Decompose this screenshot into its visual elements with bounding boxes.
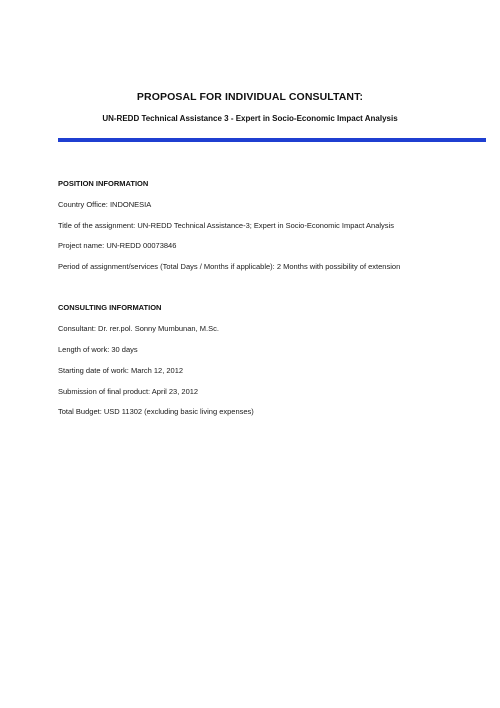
length-of-work-line: Length of work: 30 days [58, 345, 138, 354]
final-product-submission-line: Submission of final product: April 23, 2012 [58, 387, 199, 396]
position-information-heading: POSITION INFORMATION [58, 179, 149, 188]
assignment-title-line: Title of the assignment: UN-REDD Technical Assistance-3; Expert in Socio-Economic Impact Analysis [58, 221, 394, 230]
consultant-line: Consultant: Dr. rer.pol. Sonny Mumbunan, M.Sc. [58, 324, 219, 333]
project-name-line: Project name: UN-REDD 00073846 [58, 241, 177, 250]
country-office-line: Country Office: INDONESIA [58, 200, 152, 209]
title-divider [58, 138, 486, 142]
document-subtitle: UN-REDD Technical Assistance 3 - Expert in Socio-Economic Impact Analysis [102, 114, 398, 123]
document-title: PROPOSAL FOR INDIVIDUAL CONSULTANT: [136, 91, 364, 103]
consulting-information-heading: CONSULTING INFORMATION [58, 303, 162, 312]
total-budget-line: Total Budget: USD 11302 (excluding basic living expenses) [58, 407, 254, 416]
starting-date-line: Starting date of work: March 12, 2012 [58, 366, 184, 375]
assignment-period-line: Period of assignment/services (Total Days / Months if applicable): 2 Months with possibility of extension [58, 262, 401, 271]
